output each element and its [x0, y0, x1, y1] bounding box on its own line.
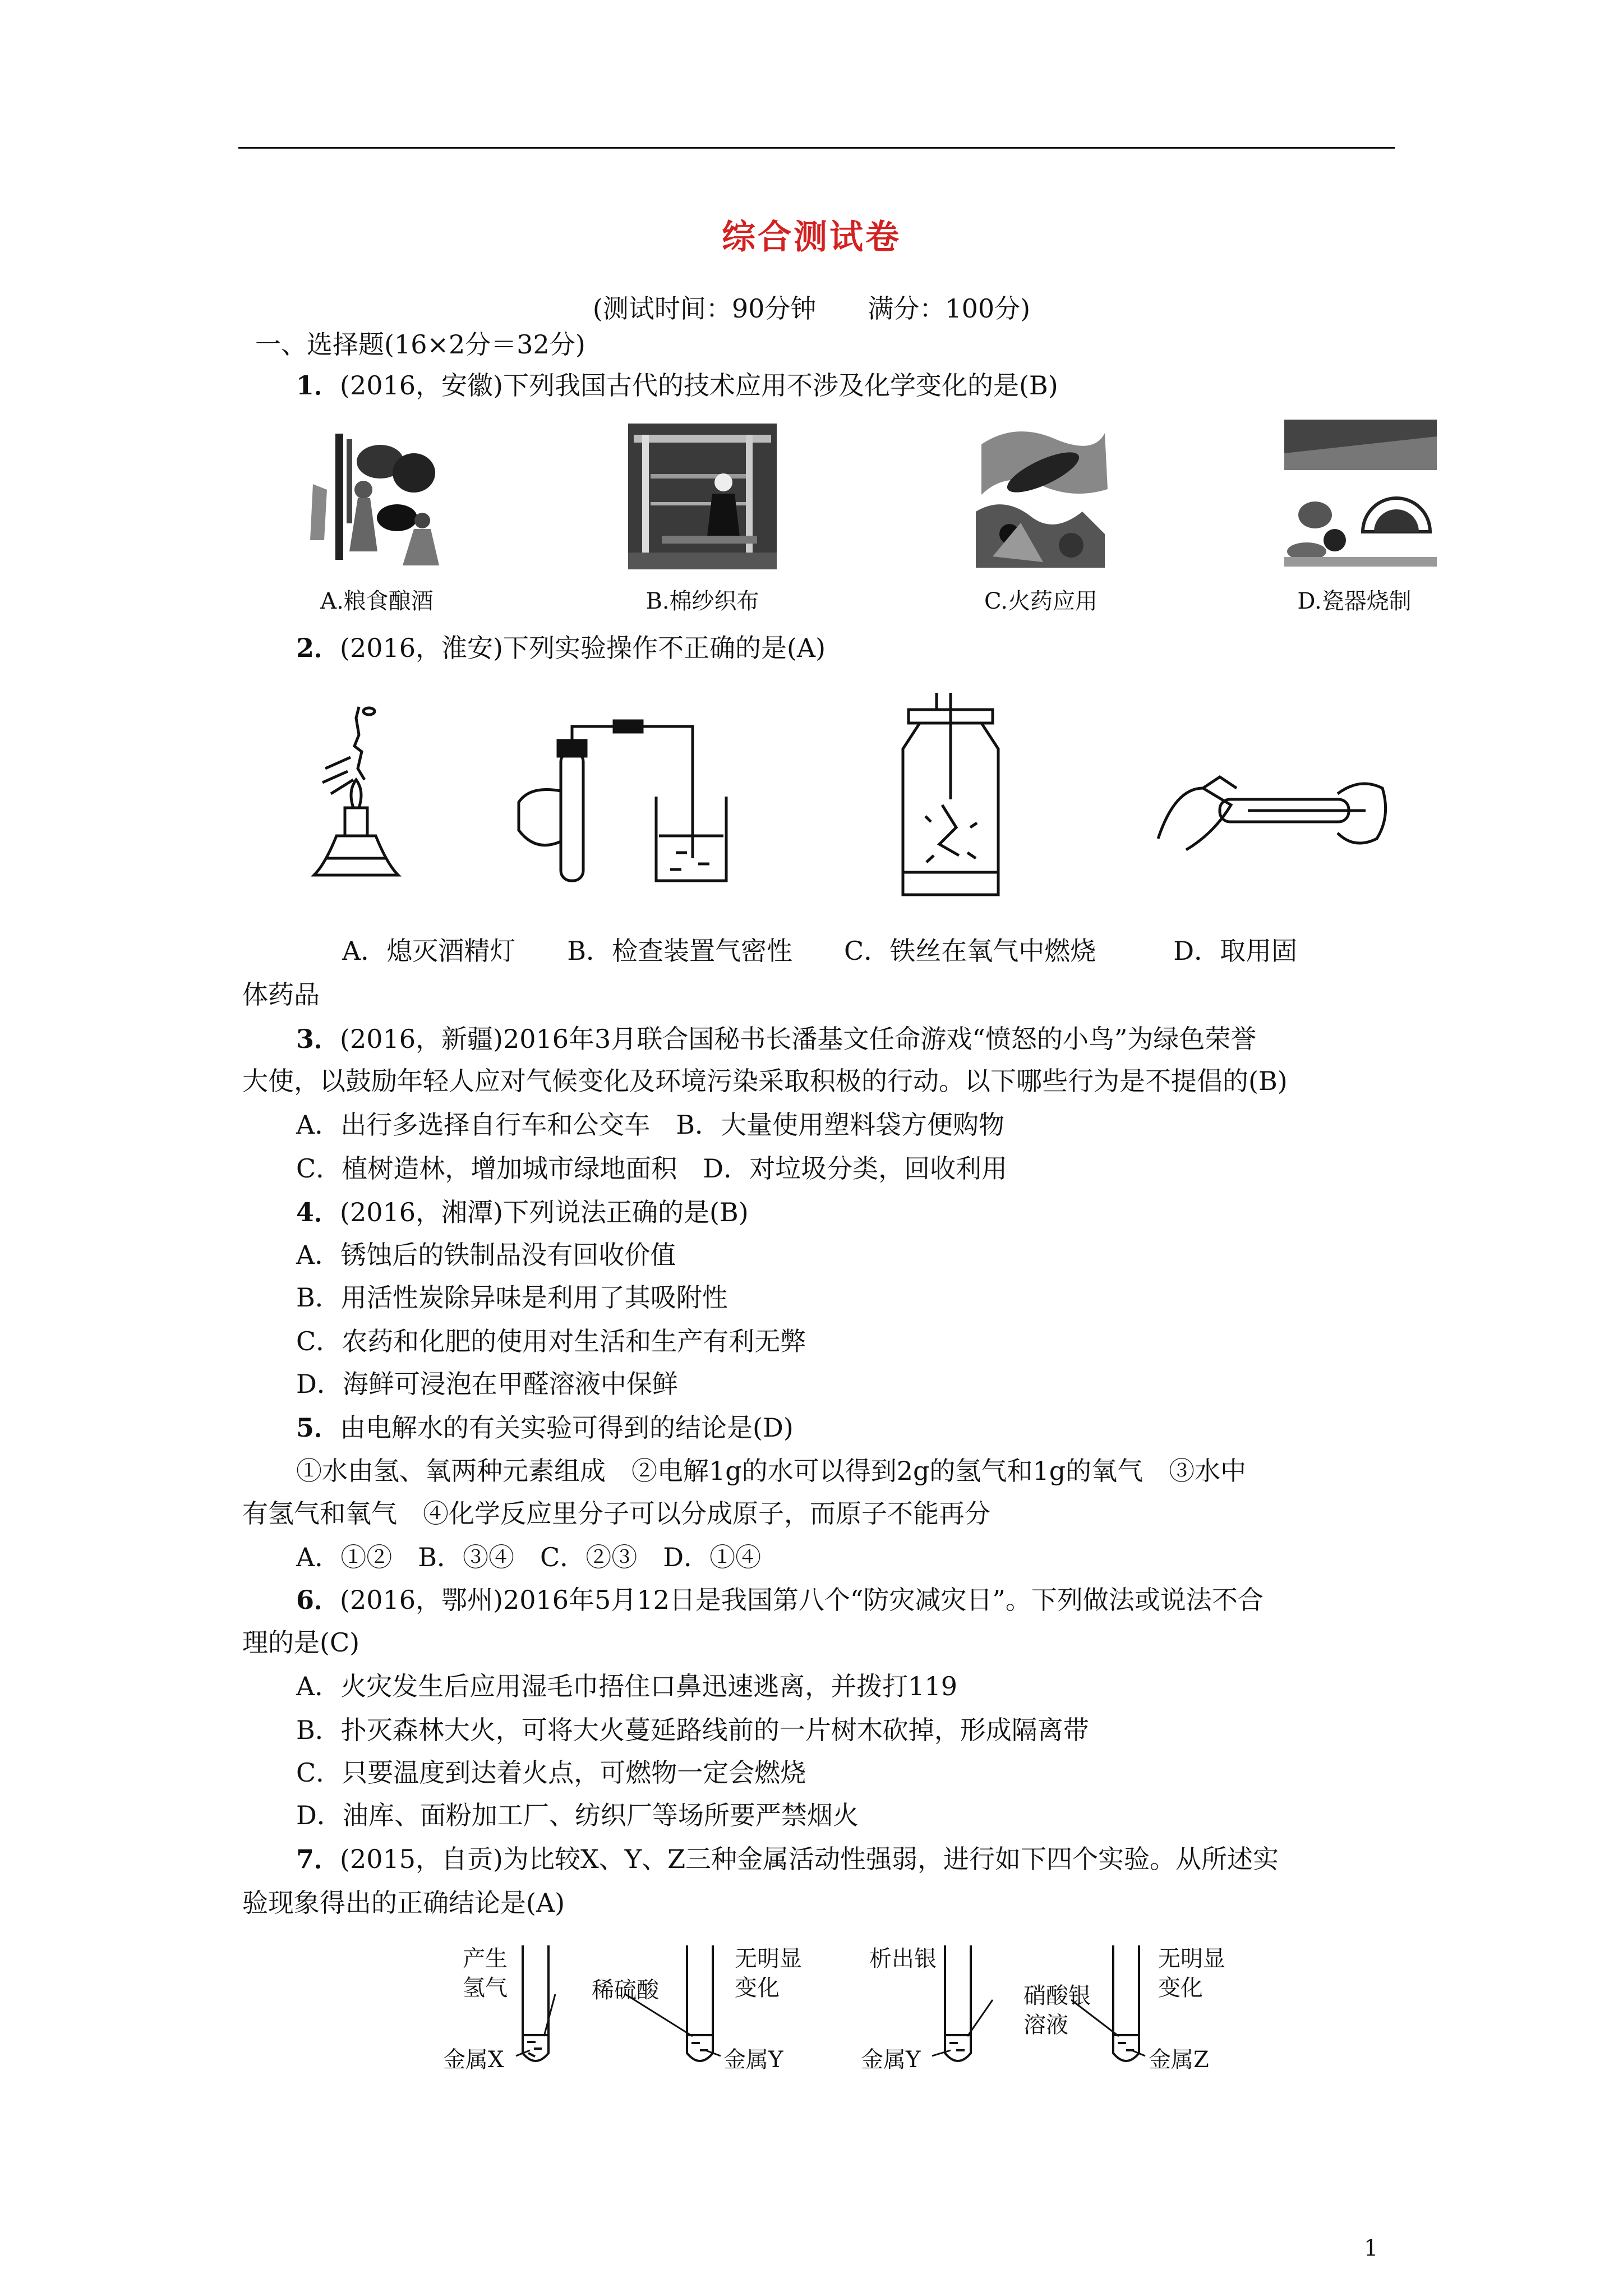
- question-text: (2016，湘潭)下列说法正确的是(B): [340, 1197, 749, 1227]
- question-7: [296, 1842, 1279, 1876]
- question-text: (2016，安徽)下列我国古代的技术应用不涉及化学变化的是(B): [340, 370, 1058, 401]
- section-heading: 一、选择题(16×2分＝32分): [255, 329, 585, 360]
- question-number: 2．: [296, 633, 340, 663]
- question-6-option-d: D．油库、面粉加工厂、纺织厂等场所要严禁烟火: [296, 1800, 859, 1830]
- question-2-options: A．熄灭酒精灯 B．检查装置气密性 C．铁丝在氧气中燃烧 D．取用固: [342, 936, 1298, 966]
- metal-y-label-1: 金属Y: [723, 2047, 783, 2073]
- gunpowder-illustration: [970, 422, 1112, 572]
- question-text: (2016，淮安)下列实验操作不正确的是(A): [340, 633, 826, 663]
- question-4-option-b: B．用活性炭除异味是利用了其吸附性: [296, 1282, 728, 1313]
- alcohol-lamp-blowing-figure: [292, 696, 421, 898]
- question-5: [296, 1411, 794, 1444]
- grain-wine-illustration: [307, 428, 446, 568]
- question-3-cont: 大使，以鼓励年轻人应对气候变化及环境污染采取积极的行动。以下哪些行为是不提倡的(B): [242, 1066, 1288, 1096]
- metal-x-label: 金属X: [443, 2047, 504, 2073]
- question-6: [296, 1583, 1264, 1617]
- tube2-label-top: 无明显: [735, 1946, 802, 1972]
- page-number: 1: [1364, 2235, 1378, 2261]
- metal-y-label-2: 金属Y: [861, 2047, 921, 2073]
- metal-activity-experiment-figure: [437, 1941, 1256, 2076]
- question-2: [296, 631, 826, 665]
- question-4-option-d: D．海鲜可浸泡在甲醛溶液中保鲜: [296, 1369, 678, 1399]
- silver-nitrate-label-bottom: 溶液: [1023, 2012, 1068, 2038]
- question-number: 5．: [296, 1412, 340, 1443]
- exam-info: (测试时间：90分钟 满分：100分): [592, 293, 1031, 324]
- question-5-statements-cont: 有氢气和氧气 ④化学反应里分子可以分成原子，而原子不能再分: [242, 1498, 990, 1529]
- question-text: 由电解水的有关实验可得到的结论是(D): [340, 1412, 794, 1443]
- question-text: (2015，自贡)为比较X、Y、Z三种金属活动性强弱，进行如下四个实验。从所述实: [340, 1844, 1279, 1874]
- caption-d: D.瓷器烧制: [1297, 588, 1412, 614]
- question-7-cont: 验现象得出的正确结论是(A): [242, 1888, 565, 1918]
- caption-c: C.火药应用: [984, 588, 1098, 614]
- air-tightness-check-figure: [508, 718, 732, 886]
- iron-wire-combustion-figure: [886, 687, 1015, 898]
- question-2-options-cont: 体药品: [242, 979, 320, 1010]
- caption-a: A.粮食酿酒: [320, 588, 434, 614]
- question-4-option-a: A．锈蚀后的铁制品没有回收价值: [296, 1240, 676, 1270]
- tube2-label-bottom: 变化: [735, 1975, 780, 2001]
- question-text: (2016，鄂州)2016年5月12日是我国第八个“防灾减灾日”。下列做法或说法不合: [340, 1585, 1264, 1615]
- question-number: 4．: [296, 1197, 340, 1227]
- metal-z-label: 金属Z: [1149, 2047, 1209, 2073]
- caption-b: B.棉纱织布: [645, 588, 759, 614]
- take-solid-reagent-figure: [1152, 754, 1394, 867]
- question-6-cont: 理的是(C): [242, 1627, 360, 1658]
- question-number: 7．: [296, 1844, 340, 1874]
- question-3-options-2: C．植树造林，增加城市绿地面积 D．对垃圾分类，回收利用: [296, 1153, 1008, 1184]
- question-number: 6．: [296, 1585, 340, 1615]
- question-3: [296, 1022, 1256, 1056]
- weaving-illustration: [628, 424, 777, 569]
- tube4-label-bottom: 变化: [1158, 1975, 1203, 2001]
- question-4: [296, 1195, 749, 1229]
- test-tubes-drawing: [437, 1941, 1256, 2076]
- question-5-statements: ①水由氢、氧两种元素组成 ②电解1g的水可以得到2g的氢气和1g的氧气 ③水中: [296, 1456, 1247, 1486]
- question-text: (2016，新疆)2016年3月联合国秘书长潘基文任命游戏“愤怒的小鸟”为绿色荣誉: [340, 1024, 1257, 1054]
- question-1: [296, 369, 1058, 402]
- question-3-options-1: A．出行多选择自行车和公交车 B．大量使用塑料袋方便购物: [296, 1110, 1005, 1140]
- question-6-option-c: C．只要温度到达着火点，可燃物一定会燃烧: [296, 1757, 806, 1788]
- silver-nitrate-label-top: 硝酸银: [1023, 1983, 1091, 2009]
- tube3-label: 析出银: [869, 1946, 937, 1972]
- header-rule: [238, 147, 1395, 149]
- tube4-label-top: 无明显: [1158, 1946, 1225, 1972]
- question-6-option-b: B．扑灭森林大火，可将大火蔓延路线前的一片树木砍掉，形成隔离带: [296, 1715, 1089, 1745]
- question-4-option-c: C．农药和化肥的使用对生活和生产有利无弊: [296, 1326, 806, 1356]
- question-5-options: A．①② B．③④ C．②③ D．①④: [296, 1542, 762, 1572]
- porcelain-kiln-illustration: [1284, 420, 1437, 567]
- question-number: 3．: [296, 1024, 340, 1054]
- page-title: 综合测试卷: [722, 218, 901, 257]
- tube1-label-bottom: 氢气: [463, 1975, 508, 2001]
- tube1-label-top: 产生: [463, 1946, 508, 1972]
- question-6-option-a: A．火灾发生后应用湿毛巾捂住口鼻迅速逃离，并拨打119: [296, 1671, 958, 1701]
- question-number: 1．: [296, 370, 340, 401]
- acid-label: 稀硫酸: [592, 1977, 659, 2003]
